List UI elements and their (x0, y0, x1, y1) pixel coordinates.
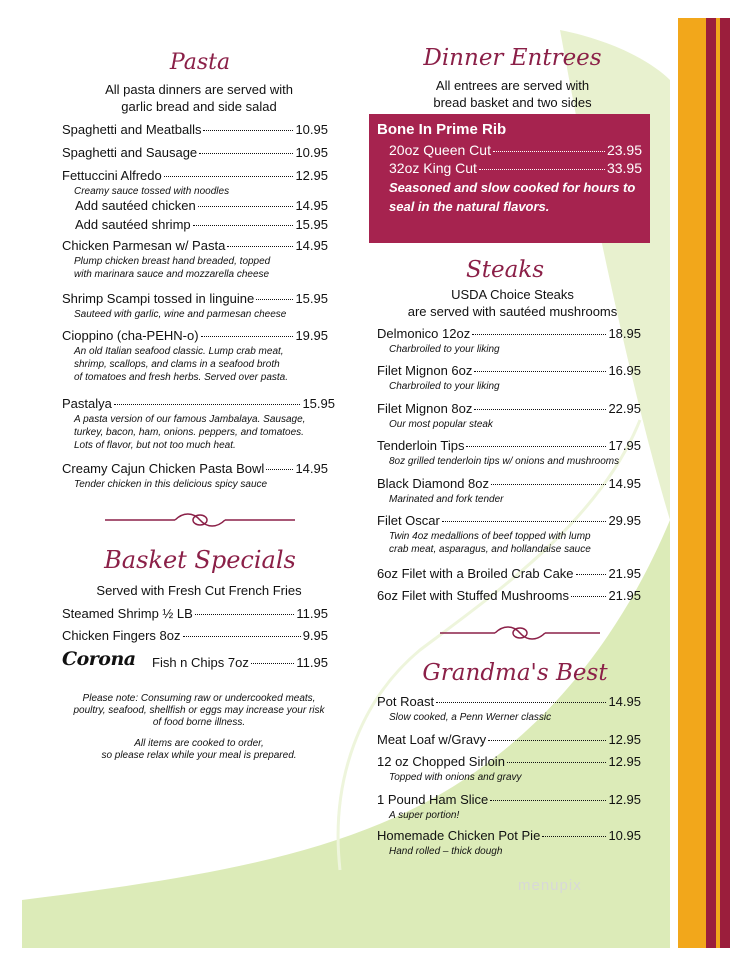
item-price: 22.95 (608, 401, 641, 416)
description-line: 8oz grilled tenderloin tips w/ onions and mushrooms (389, 456, 620, 467)
menu-item (75, 198, 328, 213)
pasta-intro-line: garlic bread and side salad (121, 99, 277, 114)
item-description (74, 185, 229, 198)
grandma-heading: Grandma's Best (422, 660, 608, 686)
item-price: 10.95 (295, 145, 328, 160)
item-description (74, 413, 305, 452)
leader-dots (266, 469, 293, 470)
menu-item (377, 476, 641, 491)
item-name: Add sautéed shrimp (75, 217, 191, 232)
steaks-heading: Steaks (465, 257, 545, 283)
steaks-intro (375, 286, 650, 320)
menu-item (377, 363, 641, 378)
item-name: 32oz King Cut (389, 160, 477, 176)
entrees-heading: Dinner Entrees (423, 45, 602, 71)
item-name: Chicken Parmesan w/ Pasta (62, 238, 226, 253)
leader-dots (479, 169, 605, 170)
leader-dots (474, 409, 606, 410)
description-line: Creamy sauce tossed with noodles (74, 186, 230, 197)
description-line: Plump chicken breast hand breaded, topped (74, 256, 271, 267)
item-name: Fettuccini Alfredo (62, 168, 162, 183)
leader-dots (114, 404, 301, 405)
menu-item (62, 145, 328, 160)
pasta-heading: Pasta (169, 50, 231, 75)
item-name: Black Diamond 8oz (377, 476, 489, 491)
prime-rib-description: Seasoned and slow cooked for hours to seal in the natural flavors. (389, 180, 636, 214)
description-line: Twin 4oz medallions of beef topped with lump (389, 531, 591, 542)
item-price: 14.95 (608, 476, 641, 491)
menu-item (377, 694, 641, 709)
item-price: 29.95 (608, 513, 641, 528)
item-name: Shrimp Scampi tossed in linguine (62, 291, 255, 306)
menu-item (377, 326, 641, 341)
item-description (389, 845, 502, 858)
item-name: Filet Oscar (377, 513, 440, 528)
basket-intro: Served with Fresh Cut French Fries (96, 583, 302, 598)
menu-item (62, 606, 328, 621)
item-name: Meat Loaf w/Gravy (377, 732, 487, 747)
item-name: Creamy Cajun Chicken Pasta Bowl (62, 461, 265, 476)
note-line: All items are cooked to order, (134, 738, 264, 749)
menu-item (62, 291, 328, 306)
description-line: Charbroiled to your liking (389, 344, 500, 355)
steaks-intro-line: USDA Choice Steaks (451, 287, 574, 302)
item-price: 15.95 (295, 291, 328, 306)
item-description (74, 478, 267, 491)
item-name: Delmonico 12oz (377, 326, 471, 341)
steaks-intro-line: are served with sautéed mushrooms (407, 304, 618, 319)
watermark: menupix (518, 877, 582, 894)
menu-item (377, 401, 641, 416)
item-price: 14.95 (295, 461, 328, 476)
leader-dots (472, 334, 606, 335)
leader-dots (251, 663, 295, 664)
leader-dots (199, 153, 293, 154)
leader-dots (542, 836, 606, 837)
warning-line: poultry, seafood, shellfish or eggs may increase your risk (73, 705, 325, 716)
leader-dots (507, 762, 607, 763)
menu-item (377, 828, 641, 843)
cooked-to-order-note (62, 738, 336, 762)
description-line: shrimp, scallops, and clams in a seafood broth (74, 359, 280, 370)
leader-dots (256, 299, 293, 300)
item-price: 12.95 (608, 732, 641, 747)
item-price: 19.95 (295, 328, 328, 343)
ornament-divider (105, 508, 295, 532)
item-price: 33.95 (606, 160, 642, 176)
menu-item (62, 396, 335, 411)
description-line: Marinated and fork tender (389, 494, 504, 505)
item-name: 20oz Queen Cut (389, 142, 491, 158)
item-description (389, 380, 500, 393)
item-price: 12.95 (608, 792, 641, 807)
item-name: Pot Roast (377, 694, 435, 709)
item-price: 21.95 (608, 566, 641, 581)
leader-dots (227, 246, 293, 247)
entrees-intro-line: bread basket and two sides (433, 95, 592, 110)
item-price: 9.95 (302, 628, 328, 643)
item-name: 12 oz Chopped Sirloin (377, 754, 505, 769)
item-price: 17.95 (608, 438, 641, 453)
item-price: 23.95 (606, 142, 642, 158)
menu-item (389, 160, 642, 176)
item-name: Pastalya (62, 396, 112, 411)
leader-dots (193, 225, 294, 226)
leader-dots (183, 636, 301, 637)
item-name: Cioppino (cha-PEHN-o) (62, 328, 199, 343)
item-name: Filet Mignon 6oz (377, 363, 473, 378)
leader-dots (466, 446, 606, 447)
item-name: Add sautéed chicken (75, 198, 196, 213)
prime-rib-box (369, 114, 650, 243)
item-description (74, 308, 286, 321)
item-price: 14.95 (295, 198, 328, 213)
menu-item (62, 461, 328, 476)
item-description (389, 343, 500, 356)
item-description (389, 418, 493, 431)
item-description (389, 455, 619, 468)
item-name: Steamed Shrimp ½ LB (62, 606, 193, 621)
description-line: turkey, bacon, ham, onions. peppers, and tomatoes. (74, 427, 304, 438)
leader-dots (203, 130, 293, 131)
menu-item (62, 122, 328, 137)
menu-item (62, 168, 328, 183)
item-price: 18.95 (608, 326, 641, 341)
item-name: Fish n Chips 7oz (152, 655, 249, 670)
menu-item (152, 655, 328, 670)
pasta-intro (62, 81, 336, 115)
item-name: Tenderloin Tips (377, 438, 465, 453)
note-line: so please relax while your meal is prepared. (101, 750, 297, 761)
leader-dots (442, 521, 607, 522)
prime-rib-title: Bone In Prime Rib (377, 121, 507, 138)
leader-dots (198, 206, 294, 207)
item-name: Filet Mignon 8oz (377, 401, 473, 416)
description-line: A pasta version of our famous Jambalaya. Sausage, (74, 414, 306, 425)
item-name: Homemade Chicken Pot Pie (377, 828, 541, 843)
item-description (389, 493, 504, 506)
item-price: 12.95 (295, 168, 328, 183)
description-line: Charbroiled to your liking (389, 381, 500, 392)
item-description (389, 809, 459, 822)
description-line: Lots of flavor, but not too much heat. (74, 440, 236, 451)
basket-heading: Basket Specials (104, 546, 296, 574)
leader-dots (201, 336, 294, 337)
menu-item (377, 732, 641, 747)
item-price: 15.95 (302, 396, 335, 411)
ornament-divider (440, 621, 600, 645)
menu-item (377, 588, 641, 603)
description-line: crab meat, asparagus, and hollandaise sauce (389, 544, 591, 555)
item-price: 21.95 (608, 588, 641, 603)
description-line: of tomatoes and fresh herbs. Served over pasta. (74, 372, 289, 383)
leader-dots (491, 484, 606, 485)
menu-item (377, 792, 641, 807)
item-price: 10.95 (295, 122, 328, 137)
description-line: An old Italian seafood classic. Lump crab meat, (74, 346, 284, 357)
description-line: Hand rolled – thick dough (389, 846, 503, 857)
warning-line: Please note: Consuming raw or undercooked meats, (82, 693, 316, 704)
item-price: 16.95 (608, 363, 641, 378)
menu-item (62, 328, 328, 343)
leader-dots (571, 596, 607, 597)
item-description (389, 771, 522, 784)
item-description (389, 711, 551, 724)
consumer-warning (62, 693, 336, 729)
menu-item (377, 513, 641, 528)
leader-dots (490, 800, 606, 801)
menu-item (75, 217, 328, 232)
item-name: 6oz Filet with Stuffed Mushrooms (377, 588, 569, 603)
description-line: Our most popular steak (389, 419, 493, 430)
leader-dots (164, 176, 294, 177)
pasta-intro-line: All pasta dinners are served with (105, 82, 293, 97)
leader-dots (493, 151, 605, 152)
item-name: 6oz Filet with a Broiled Crab Cake (377, 566, 574, 581)
item-name: 1 Pound Ham Slice (377, 792, 489, 807)
description-line: Sauteed with garlic, wine and parmesan cheese (74, 309, 287, 320)
item-price: 11.95 (296, 606, 328, 621)
menu-item (377, 754, 641, 769)
menu-item (62, 238, 328, 253)
item-name: Spaghetti and Meatballs (62, 122, 202, 137)
menu-item (389, 142, 642, 158)
item-name: Chicken Fingers 8oz (62, 628, 181, 643)
menu-item (377, 438, 641, 453)
item-name: Spaghetti and Sausage (62, 145, 198, 160)
item-price: 10.95 (608, 828, 641, 843)
leader-dots (576, 574, 607, 575)
leader-dots (474, 371, 606, 372)
item-description (74, 345, 288, 384)
description-line: Topped with onions and gravy (389, 772, 522, 783)
leader-dots (488, 740, 606, 741)
entrees-intro-line: All entrees are served with (435, 78, 590, 93)
item-price: 11.95 (296, 655, 328, 670)
description-line: with marinara sauce and mozzarella cheese (74, 269, 270, 280)
item-price: 14.95 (608, 694, 641, 709)
description-line: Tender chicken in this delicious spicy sauce (74, 479, 268, 490)
leader-dots (195, 614, 295, 615)
item-price: 14.95 (295, 238, 328, 253)
menu-item (377, 566, 641, 581)
warning-line: of food borne illness. (152, 717, 246, 728)
item-price: 12.95 (608, 754, 641, 769)
description-line: Slow cooked, a Penn Werner classic (389, 712, 552, 723)
description-line: A super portion! (389, 810, 460, 821)
item-price: 15.95 (295, 217, 328, 232)
corona-logo: Corona (62, 648, 136, 670)
entrees-intro (375, 77, 650, 111)
item-description (74, 255, 270, 281)
leader-dots (436, 702, 606, 703)
menu-item (62, 628, 328, 643)
item-description (389, 530, 591, 556)
